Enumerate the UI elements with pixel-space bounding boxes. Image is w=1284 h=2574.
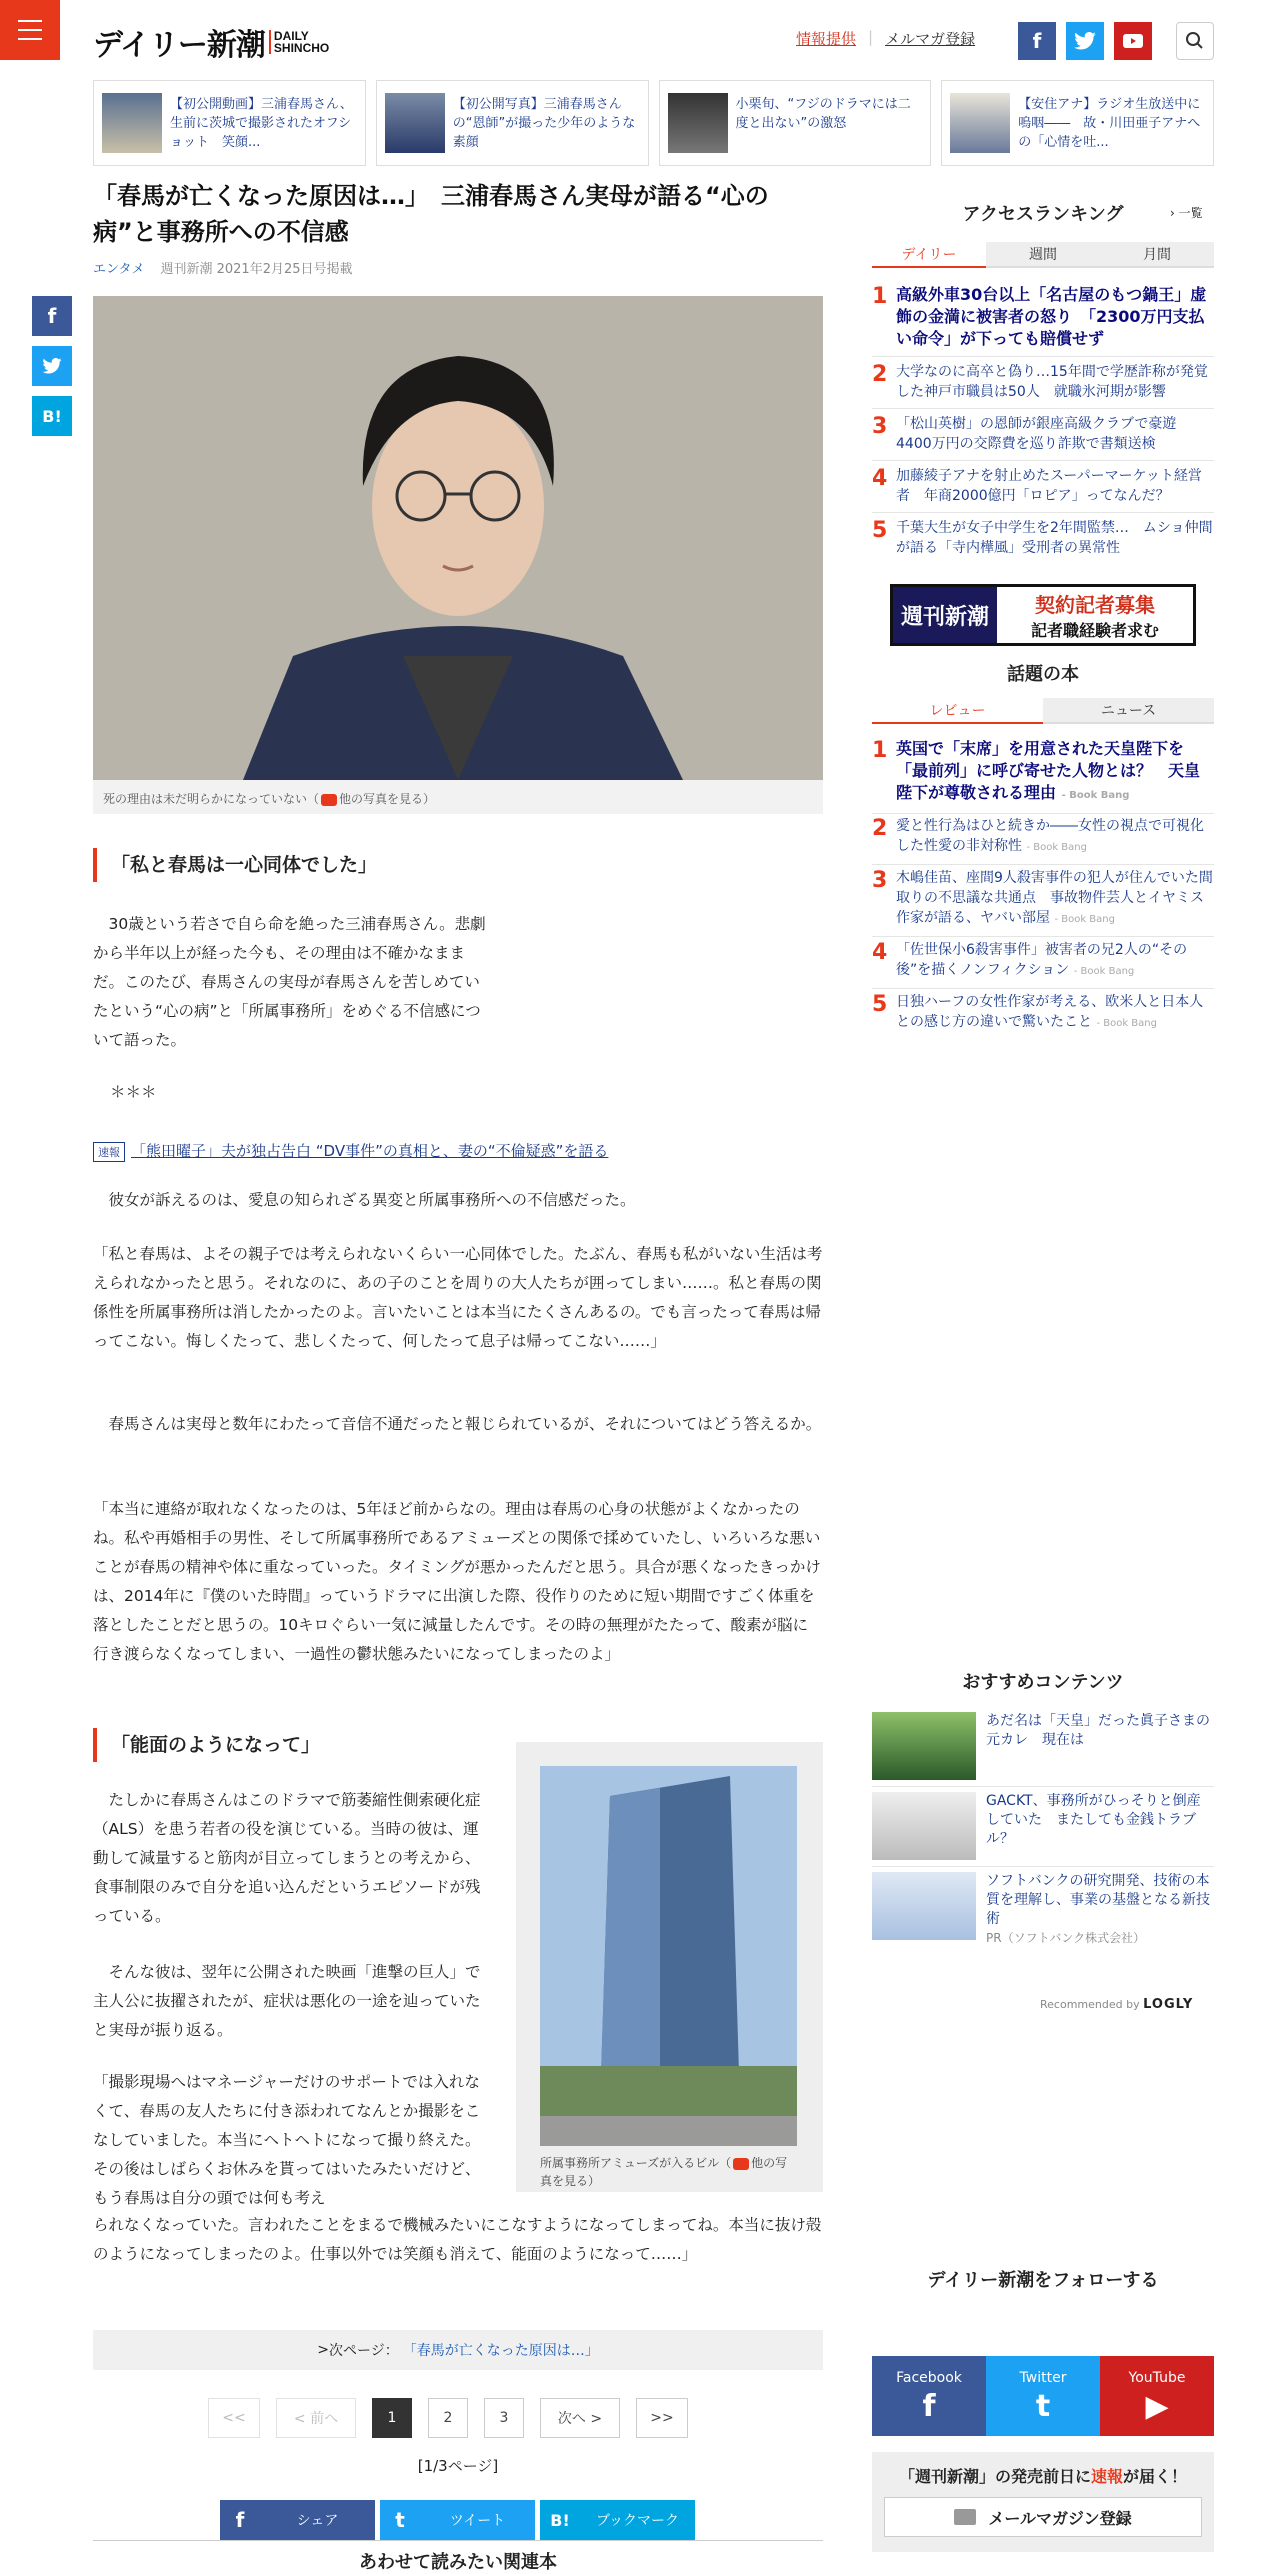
search-button[interactable] [1176,22,1214,60]
ranking-item[interactable]: 3 「松山英樹」の恩師が銀座高級クラブで豪遊 4400万円の交際費を巡り詐欺で書類送検 [872,414,1214,461]
recommended-by: Recommended by LOGLY [1040,1997,1194,2012]
ranking-item[interactable]: 4 加藤綾子アナを射止めたスーパーマーケット経営者 年商2000億円「ロピア」ってなんだ？ [872,466,1214,513]
camera-icon [733,2158,749,2170]
hero-caption: 死の理由は未だ明らかになっていない（ 他の写真を見る） [93,780,823,814]
info-link[interactable]: 情報提供 [796,30,857,48]
card-thumbnail [950,93,1010,153]
top-card[interactable]: 【初公開写真】三浦春馬さんの“恩師”が撮った少年のような素顔 [376,80,649,166]
paragraph: 「撮影現場へはマネージャーだけのサポートでは入れなくて、春馬の友人たちに付き添われてなんとか撮影をこなしていました。本当にヘトヘトになって撮り終えた。その後はしばらくお休みを貰ってはいたみたいだけど、もう春馬は自分の頭では何も考え [93,2073,481,2207]
ranking-title: アクセスランキング [962,204,1124,225]
camera-icon [321,794,337,806]
category-link[interactable]: エンタメ [93,262,145,277]
book-item[interactable]: 3 木嶋佳苗、座間9人殺害事件の犯人が住んでいた間取りの不思議な共通点 事故物件芸人とイヤミス作家が語る、ヤバい部屋 - Book Bang [872,868,1214,937]
section-heading: 「私と春馬は一心同体でした」 [93,848,377,882]
follow-youtube[interactable]: YouTube ▶ [1100,2356,1214,2436]
top-card[interactable]: 小栗旬、“フジのドラマには二度と出ない”の激怒 [659,80,932,166]
breaking-tag: 速報 [93,1142,125,1162]
paragraph: たしかに春馬さんはこのドラマで筋萎縮性側索硬化症（ALS）を患う若者の役を演じている。当時の彼は、運動して減量すると筋肉が目立ってしまうとの考えから、食事制限のみで自分を追い込んだというエピソードが残っている。 [93,1791,481,1925]
recommended-item[interactable]: あだ名は「天皇」だった眞子さまの元カレ 現在は [872,1712,1214,1787]
book-item[interactable]: 5 日独ハーフの女性作家が考える、欧米人と日本人との感じ方の違いで驚いたこと - Book Bang [872,992,1204,1030]
logo-jp: デイリー新潮 [93,28,265,63]
page-3-button[interactable]: 3 [484,2398,524,2438]
card-thumbnail [385,93,445,153]
pagination [208,2398,688,2438]
photo-caption: 所属事務所アミューズが入るビル（ 他の写真を見る） [540,2156,788,2188]
ranking-item[interactable]: 1 高級外車30台以上「名古屋のもつ鍋王」虚飾の金満に被害者の怒り 「2300万円支払い命令」が下っても賠償せず [872,284,1214,357]
more-photos-link[interactable]: 他の写真を見る [540,2156,788,2188]
twitter-share-icon[interactable] [32,346,72,386]
last-page-button[interactable]: >> [636,2398,688,2438]
newsletter-link[interactable]: メルマガ登録 [885,30,976,48]
recommended-thumbnail [872,1872,976,1940]
tab-daily[interactable]: デイリー [872,242,986,268]
next-button[interactable]: 次へ > [540,2398,620,2438]
menu-button[interactable] [0,0,60,60]
page-2-button[interactable]: 2 [428,2398,468,2438]
first-page-button[interactable]: << [208,2398,260,2438]
paragraph: そんな彼は、翌年に公開された映画「進撃の巨人」で主人公に抜擢されたが、症状は悪化の一途を辿っていたと実母が振り返る。 [93,1963,481,2039]
inline-photo[interactable] [516,1742,823,2192]
tab-weekly[interactable]: 週間 [986,242,1100,268]
prev-page-button[interactable]: < 前へ [276,2398,356,2438]
more-photos-link[interactable]: 他の写真を見る [339,792,424,806]
paragraph: 「本当に連絡が取れなくなったのは、5年ほど前からなの。理由は春馬の心身の状態がよくなかったのね。私や再婚相手の男性、そして所属事務所であるアミューズとの関係で揉めていたし、いろいろな悪いことが春馬の精神や体に重なっていった。タイミングが悪かったんだと思う。具合が悪くなったきっかけは、2014年に『僕のいた時間』っていうドラマに出演した際、役作りのために短い期間ですごく体重を落としたことだと思うの。10キロぐらい一気に減量したんです。その時の無理がたたって、酸素が脳に行き渡らなくなってしまい、一過性の鬱状態みたいになってしまったのよ」 [93,1500,821,1663]
top-card[interactable]: 【安住アナ】ラジオ生放送中に嗚咽―― 故・川田亜子アナへの「心情を吐... [941,80,1214,166]
newsletter-box [872,2452,1214,2552]
recommended-thumbnail [872,1792,976,1860]
page-1-button[interactable]: 1 [372,2398,412,2438]
recommended-item[interactable]: ソフトバンクの研究開発、技術の本質を理解し、事業の基盤となる新技術 PR（ソフトバンク株式会社） [872,1872,1214,1954]
paragraph: られなくなっていた。言われたことをまるで機械みたいにこなすようになってしまってね。本当に抜け殻のようになってしまったのよ。仕事以外では笑顔も消えて、能面のようになって……」 [93,2216,822,2263]
breaking-news [93,1140,608,1162]
twitter-icon: t [1035,2389,1051,2424]
building-photo [540,1766,797,2146]
ranking-more-link[interactable]: › 一覧 [1170,206,1203,220]
top-card[interactable]: 【初公開動画】三浦春馬さん、生前に茨城で撮影されたオフショット 笑顔... [93,80,366,166]
follow-title: デイリー新潮をフォローする [927,2270,1159,2291]
youtube-icon[interactable] [1114,22,1152,60]
paragraph: 「私と春馬は、よその親子では考えられないくらい一心同体でした。たぶん、春馬も私がいない生活は考えられなかったと思う。それなのに、あの子のことを周りの大人たちが囲ってしまい……。私と春馬の関係性を所属事務所は消したかったのよ。言いたいことは本当にたくさんあるの。でも言ったって春馬は帰ってこない。悔しくたって、悲しくたって、何したって息子は帰ってこない……」 [93,1245,823,1350]
site-logo[interactable] [93,22,329,62]
twitter-share-button[interactable]: t ツイート [380,2500,535,2540]
paragraph: 春馬さんは実母と数年にわたって音信不通だったと報じられているが、それについてはどう答えるか。 [93,1415,822,1433]
book-item[interactable]: 1 英国で「末席」を用意された天皇陛下を「最前列」に呼び寄せた人物とは？ 天皇陛下が尊敬される理由 - Book Bang [872,738,1214,814]
book-item[interactable]: 4 「佐世保小6殺害事件」被害者の兄2人の“その後”を描くノンフィクション - Book Bang [872,940,1214,989]
article-title: 「春馬が亡くなった原因は…」 三浦春馬さん実母が語る“心の病”と事務所への不信感 [93,182,769,246]
article-meta [93,258,353,277]
facebook-share-icon[interactable]: f [32,296,72,336]
section-heading: 「能面のようになって」 [93,1728,320,1762]
recruit-ad-banner[interactable]: 週刊新潮 契約記者募集 記者職経験者求む [890,584,1196,646]
newsletter-button[interactable]: メールマガジン登録 [884,2497,1202,2537]
twitter-icon[interactable] [1066,22,1104,60]
hatena-share-button[interactable]: B! ブックマーク [540,2500,695,2540]
youtube-icon: ▶ [1145,2389,1169,2424]
facebook-icon[interactable]: f [1018,22,1056,60]
facebook-icon: f [235,2508,245,2532]
next-page-link[interactable]: > 次ページ： 「春馬が亡くなった原因は…」 [93,2330,823,2370]
paragraph: 30歳という若さで自ら命を絶った三浦春馬さん。悲劇から半年以上が経った今も、その理由は不確かなままだ。このたび、春馬さんの実母が春馬さんを苦しめていたという“心の病”と「所属事務所」をめぐる不信感について語った。 [93,915,486,1049]
book-item[interactable]: 2 愛と性行為はひと続きか――女性の視点で可視化した性愛の非対称性 - Book Bang [872,816,1214,865]
card-thumbnail [668,93,728,153]
facebook-share-button[interactable]: f シェア [220,2500,375,2540]
card-thumbnail [102,93,162,153]
related-books-heading: あわせて読みたい関連本 [359,2552,557,2573]
paragraph: 彼女が訴えるのは、愛息の知られざる異変と所属事務所への不信感だった。 [93,1191,636,1209]
menu-icon [18,20,42,22]
logo-en: DAILY SHINCHO [269,30,329,54]
recommended-title: おすすめコンテンツ [962,1672,1124,1693]
tab-review[interactable]: レビュー [872,698,1043,724]
search-icon [1177,23,1213,59]
twitter-icon: t [395,2508,405,2532]
mail-icon [954,2509,976,2525]
hatena-bookmark-icon[interactable]: B! [32,396,72,436]
breaking-link[interactable]: 「熊田曜子」夫が独占告白 “DV事件”の真相と、妻の“不倫疑惑”を語る [131,1142,609,1160]
tab-monthly[interactable]: 月間 [1100,242,1214,268]
ranking-item[interactable]: 5 千葉大生が女子中学生を2年間監禁… ムショ仲間が語る「寺内樺風」受刑者の異常性 [872,518,1213,556]
follow-twitter[interactable]: Twitter t [986,2356,1100,2436]
separator: ＊＊＊ [110,1083,157,1101]
facebook-icon: f [922,2389,936,2424]
hatena-bookmark-icon: B! [550,2510,570,2530]
page-count: [1/3ページ] [417,2457,499,2475]
recommended-thumbnail [872,1712,976,1780]
logly-logo: LOGLY [1143,1997,1194,2012]
recommended-item[interactable]: GACKT、事務所がひっそりと倒産していた またしても金銭トラブル？ [872,1792,1214,1867]
newsletter-text: 「週刊新潮」の発売前日に速報が届く！ [898,2467,1188,2486]
article-source: 週刊新潮 2021年2月25日号掲載 [160,262,353,277]
follow-facebook[interactable]: Facebook f [872,2356,986,2436]
books-title: 話題の本 [1007,664,1079,685]
ranking-item[interactable]: 2 大学なのに高卒と偽り…15年間で学歴詐称が発覚した神戸市職員は50人 就職氷河期が影響 [872,362,1214,409]
hero-photo[interactable] [93,296,823,780]
tab-news[interactable]: ニュース [1043,698,1214,724]
